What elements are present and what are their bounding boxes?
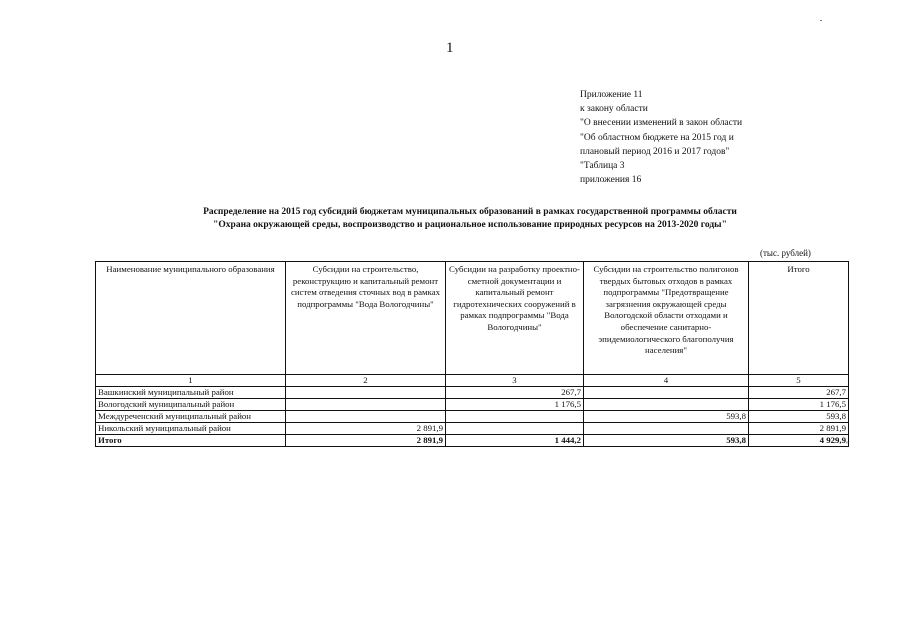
table-row: [96, 399, 849, 411]
header-landfill-subsidy: Субсидии на строительство полигонов твердых бытовых отходов в рамках подпрограммы "Предотвращение загрязнения окружающей среды Вологодской области отходами и обеспечение санитарно-эпидемиологического благополучия населения": [584, 262, 749, 375]
column-number: 5: [749, 375, 849, 387]
grand-total: 4 929,9: [749, 435, 849, 447]
page-number: 1: [446, 40, 454, 56]
column-number: 3: [446, 375, 584, 387]
header-sewage-subsidy: Субсидии на строительство, реконструкцию и капитальный ремонт систем отведения сточных вод в рамках подпрограммы "Вода Вологодчины": [286, 262, 446, 375]
sewage-value: [286, 411, 446, 423]
appendix-line: "Таблица 3: [580, 161, 625, 172]
landfill-value: [584, 387, 749, 399]
sewage-value: 2 891,9: [286, 423, 446, 435]
total-label: Итого: [96, 435, 286, 447]
appendix-line: Приложение 11: [580, 90, 643, 100]
hydro-value: [446, 423, 584, 435]
subsidy-table: [95, 261, 849, 447]
header-total: Итого: [749, 262, 849, 375]
table-row: [96, 423, 849, 435]
sewage-value: [286, 399, 446, 411]
hydro-value: 1 176,5: [446, 399, 584, 411]
units-label: (тыс. рублей): [760, 248, 811, 258]
column-number: 4: [584, 375, 749, 387]
total-value: 593,8: [749, 411, 849, 423]
column-number-row: [96, 375, 849, 387]
sewage-value: [286, 387, 446, 399]
column-number: 1: [96, 375, 286, 387]
landfill-total: 593,8: [584, 435, 749, 447]
total-value: 267,7: [749, 387, 849, 399]
landfill-value: [584, 399, 749, 411]
total-value: 2 891,9: [749, 423, 849, 435]
appendix-note: [580, 88, 742, 187]
appendix-line: плановый период 2016 и 2017 годов": [580, 146, 730, 157]
header-hydro-subsidy: Субсидии на разработку проектно-сметной документации и капитальный ремонт гидротехнических сооружений в рамках подпрограммы "Вода Вологодчины": [446, 262, 584, 375]
appendix-line: приложения 16: [580, 175, 642, 186]
table-row: [96, 387, 849, 399]
municipality-name: Междуреченский муниципальный район: [96, 411, 286, 423]
landfill-value: [584, 423, 749, 435]
hydro-value: 267,7: [446, 387, 584, 399]
hydro-total: 1 444,2: [446, 435, 584, 447]
document-title-line-1: Распределение на 2015 год субсидий бюджетам муниципальных образований в рамках государственной программы области: [203, 207, 737, 217]
table-total-row: [96, 435, 849, 447]
total-value: 1 176,5: [749, 399, 849, 411]
municipality-name: Вологодский муниципальный район: [96, 399, 286, 411]
table-header-row: [96, 262, 849, 375]
appendix-line: к закону области: [580, 104, 648, 115]
sewage-total: 2 891,9: [286, 435, 446, 447]
column-number: 2: [286, 375, 446, 387]
document-title-line-2: "Охрана окружающей среды, воспроизводство и рациональное использование природных ресурсов на 2013-2020 годы": [213, 220, 727, 230]
hydro-value: [446, 411, 584, 423]
municipality-name: Вашкинский муниципальный район: [96, 387, 286, 399]
table-row: [96, 411, 849, 423]
landfill-value: 593,8: [584, 411, 749, 423]
appendix-line: "О внесении изменений в закон области: [580, 118, 743, 129]
municipality-name: Никольский муниципальный район: [96, 423, 286, 435]
scan-speck: [820, 20, 822, 21]
closing-quote: ": [846, 440, 850, 450]
appendix-line: "Об областном бюджете на 2015 год и: [580, 132, 734, 143]
header-municipality: Наименование муниципального образования: [96, 262, 286, 375]
